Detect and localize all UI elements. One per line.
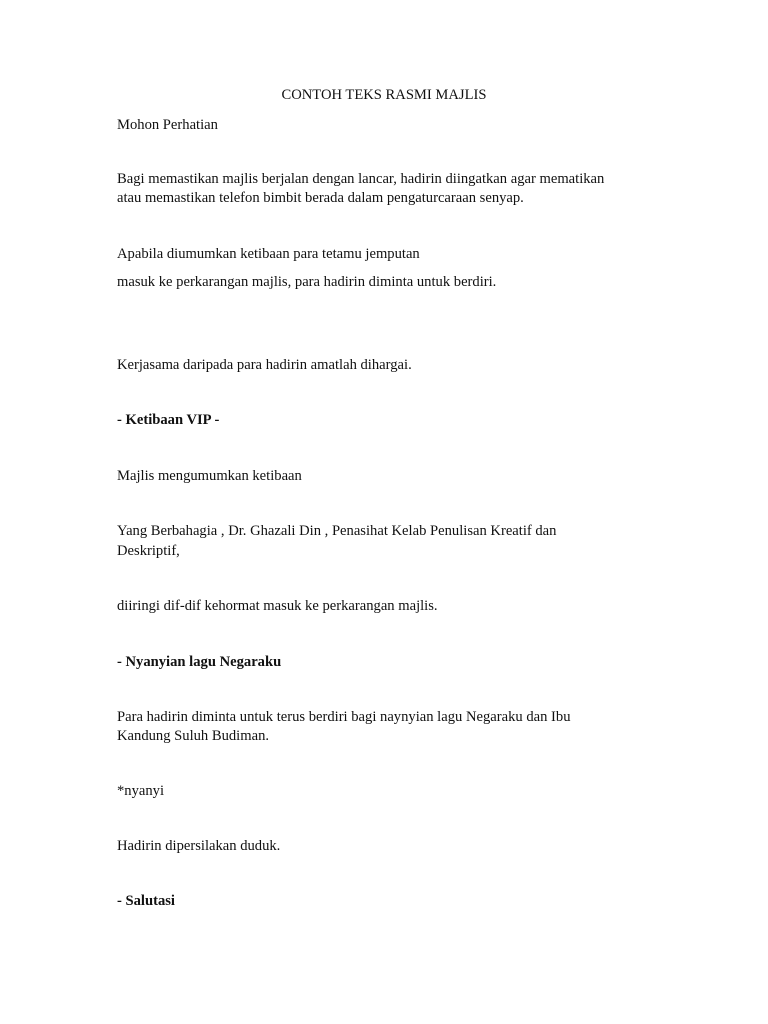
text-line: Majlis mengumumkan ketibaan	[117, 468, 302, 484]
text-line: *nyanyi	[117, 783, 165, 799]
text-line: Bagi memastikan majlis berjalan dengan lancar, hadirin diingatkan agar mematikan	[117, 171, 605, 187]
section-heading: - Salutasi	[117, 893, 175, 909]
section-heading: - Nyanyian lagu Negaraku	[117, 654, 282, 670]
document-title: CONTOH TEKS RASMI MAJLIS	[281, 87, 487, 103]
text-line: atau memastikan telefon bimbit berada dalam pengaturcaraan senyap.	[117, 190, 524, 206]
text-line: Para hadirin diminta untuk terus berdiri bagi naynyian lagu Negaraku dan Ibu	[117, 709, 571, 725]
text-line: Deskriptif,	[117, 543, 180, 559]
text-line: Apabila diumumkan ketibaan para tetamu jemputan	[117, 246, 420, 262]
text-line: Mohon Perhatian	[117, 117, 218, 133]
text-line: diiringi dif-dif kehormat masuk ke perkarangan majlis.	[117, 598, 438, 614]
text-line: Yang Berbahagia , Dr. Ghazali Din , Penasihat Kelab Penulisan Kreatif dan	[117, 523, 557, 539]
text-line: Kerjasama daripada para hadirin amatlah dihargai.	[117, 357, 412, 373]
text-line: Hadirin dipersilakan duduk.	[117, 838, 281, 854]
section-heading: - Ketibaan VIP -	[117, 412, 220, 428]
text-line: masuk ke perkarangan majlis, para hadirin diminta untuk berdiri.	[117, 274, 497, 290]
text-line: Kandung Suluh Budiman.	[117, 728, 270, 744]
